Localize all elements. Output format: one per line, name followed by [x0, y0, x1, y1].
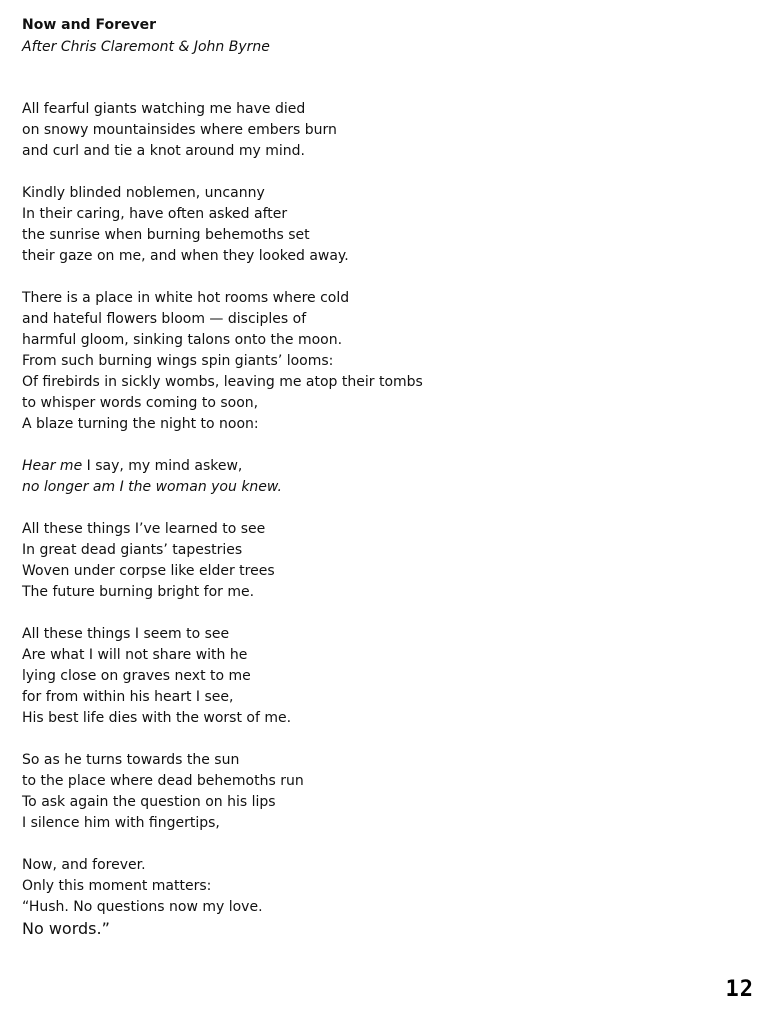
poem-line: their gaze on me, and when they looked away.	[22, 248, 349, 264]
poem-line: for from within his heart I see,	[22, 689, 234, 705]
poem-line: In their caring, have often asked after	[22, 206, 288, 222]
stanza-3	[22, 288, 746, 435]
stanza-6	[22, 624, 746, 729]
poem-line: no longer am I the woman you knew.	[22, 479, 282, 495]
emphasis-text: Hear me	[22, 458, 83, 474]
poem-line: So as he turns towards the sun	[22, 752, 240, 768]
poem-dedication: After Chris Claremont & John Byrne	[22, 39, 270, 55]
poem-line: to whisper words coming to soon,	[22, 395, 259, 411]
poem-line: the sunrise when burning behemoths set	[22, 227, 310, 243]
poem-line: No words.”	[22, 919, 110, 938]
poem-body	[22, 99, 746, 940]
stanza-1	[22, 99, 746, 162]
stanza-7	[22, 750, 746, 834]
poem-line: To ask again the question on his lips	[22, 794, 276, 810]
poem-title: Now and Forever	[22, 17, 156, 33]
stanza-2	[22, 183, 746, 267]
stanza-8	[22, 855, 746, 940]
poem-line: There is a place in white hot rooms where cold	[22, 290, 350, 306]
poem-line	[22, 456, 746, 477]
poem-line: Are what I will not share with he	[22, 647, 248, 663]
poem-line: His best life dies with the worst of me.	[22, 710, 292, 726]
poem-line: Only this moment matters:	[22, 878, 212, 894]
poem-line: harmful gloom, sinking talons onto the moon.	[22, 332, 343, 348]
poem-line: Woven under corpse like elder trees	[22, 563, 275, 579]
stanza-5	[22, 519, 746, 603]
poem-page	[22, 14, 746, 961]
stanza-4	[22, 456, 746, 498]
poem-line: Now, and forever.	[22, 857, 146, 873]
poem-line: All these things I seem to see	[22, 626, 230, 642]
poem-line-rest: I say, my mind askew,	[82, 458, 243, 474]
page-number: 12	[725, 977, 754, 1002]
poem-line: I silence him with fingertips,	[22, 815, 220, 831]
poem-line: In great dead giants’ tapestries	[22, 542, 243, 558]
poem-line: From such burning wings spin giants’ looms:	[22, 353, 334, 369]
poem-line: and curl and tie a knot around my mind.	[22, 143, 305, 159]
poem-line: All these things I’ve learned to see	[22, 521, 266, 537]
poem-line: to the place where dead behemoths run	[22, 773, 304, 789]
poem-line: Kindly blinded noblemen, uncanny	[22, 185, 265, 201]
poem-line: “Hush. No questions now my love.	[22, 899, 263, 915]
poem-line: A blaze turning the night to noon:	[22, 416, 259, 432]
poem-line: and hateful flowers bloom — disciples of	[22, 311, 307, 327]
poem-line: All fearful giants watching me have died	[22, 101, 306, 117]
poem-line: lying close on graves next to me	[22, 668, 251, 684]
poem-line: The future burning bright for me.	[22, 584, 255, 600]
poem-line: Of firebirds in sickly wombs, leaving me atop their tombs	[22, 374, 423, 390]
poem-line: on snowy mountainsides where embers burn	[22, 122, 337, 138]
